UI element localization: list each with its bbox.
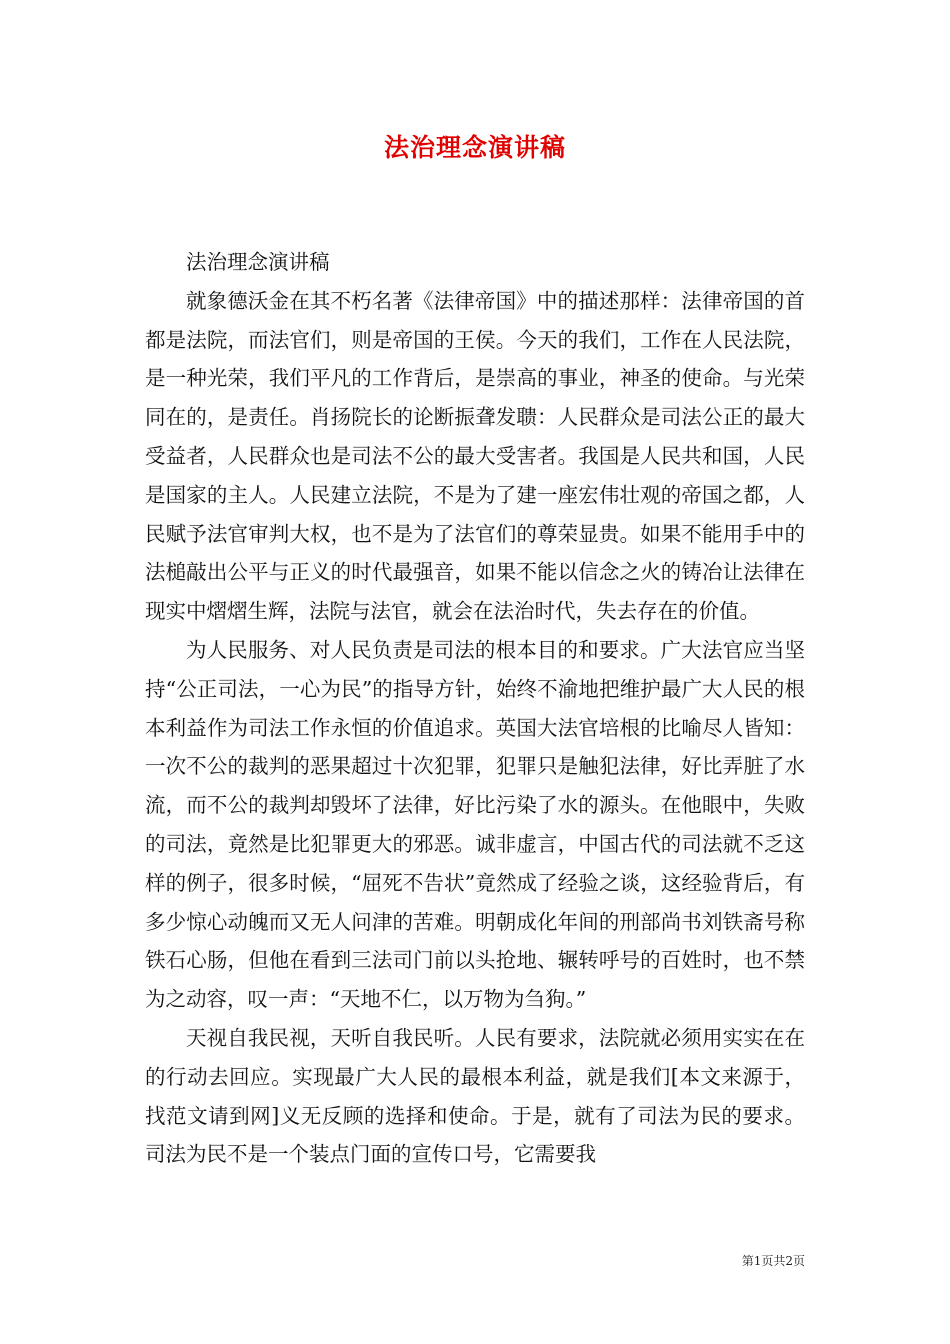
document-title: 法治理念演讲稿	[383, 133, 566, 162]
document-body	[145, 243, 805, 1174]
page-number: 第1页共2页	[741, 1254, 805, 1268]
paragraph-2: 为人民服务、对人民负责是司法的根本目的和要求。广大法官应当坚持“公正司法，一心为民”的指导方针，始终不渝地把维护最广大人民的根本利益作为司法工作永恒的价值追求。英国大法官培根的比喻尽人皆知：一次不公的裁判的恶果超过十次犯罪，犯罪只是触犯法律，好比弄脏了水流，而不公的裁判却毁坏了法律，好比污染了水的源头。在他眼中，失败的司法，竟然是比犯罪更大的邪恶。诚非虚言，中国古代的司法就不乏这样的例子，很多时候，“屈死不告状”竟然成了经验之谈，这经验背后，有多少惊心动魄而又无人问津的苦难。明朝成化年间的刑部尚书刘铁斋号称铁石心肠，但他在看到三法司门前以头抢地、辗转呼号的百姓时，也不禁为之动容，叹一声：“天地不仁，以万物为刍狗。”	[145, 637, 805, 1012]
paragraph-heading: 法治理念演讲稿	[186, 250, 330, 274]
paragraph-1: 就象德沃金在其不朽名著《法律帝国》中的描述那样：法律帝国的首都是法院，而法官们，则是帝国的王侯。今天的我们，工作在人民法院，是一种光荣，我们平凡的工作背后，是崇高的事业，神圣的使命。与光荣同在的，是责任。肖扬院长的论断振聋发聩：人民群众是司法公正的最大受益者，人民群众也是司法不公的最大受害者。我国是人民共和国，人民是国家的主人。人民建立法院，不是为了建一座宏伟壮观的帝国之都，人民赋予法官审判大权，也不是为了法官们的尊荣显贵。如果不能用手中的法槌敲出公平与正义的时代最强音，如果不能以信念之火的铸冶让法律在现实中熠熠生辉，法院与法官，就会在法治时代，失去存在的价值。	[145, 288, 805, 624]
paragraph-3: 天视自我民视，天听自我民听。人民有要求，法院就必须用实实在在的行动去回应。实现最广大人民的最根本利益，就是我们[本文来源于，找范文请到网]义无反顾的选择和使命。于是，就有了司法为民的要求。司法为民不是一个装点门面的宣传口号，它需要我	[145, 1025, 805, 1167]
